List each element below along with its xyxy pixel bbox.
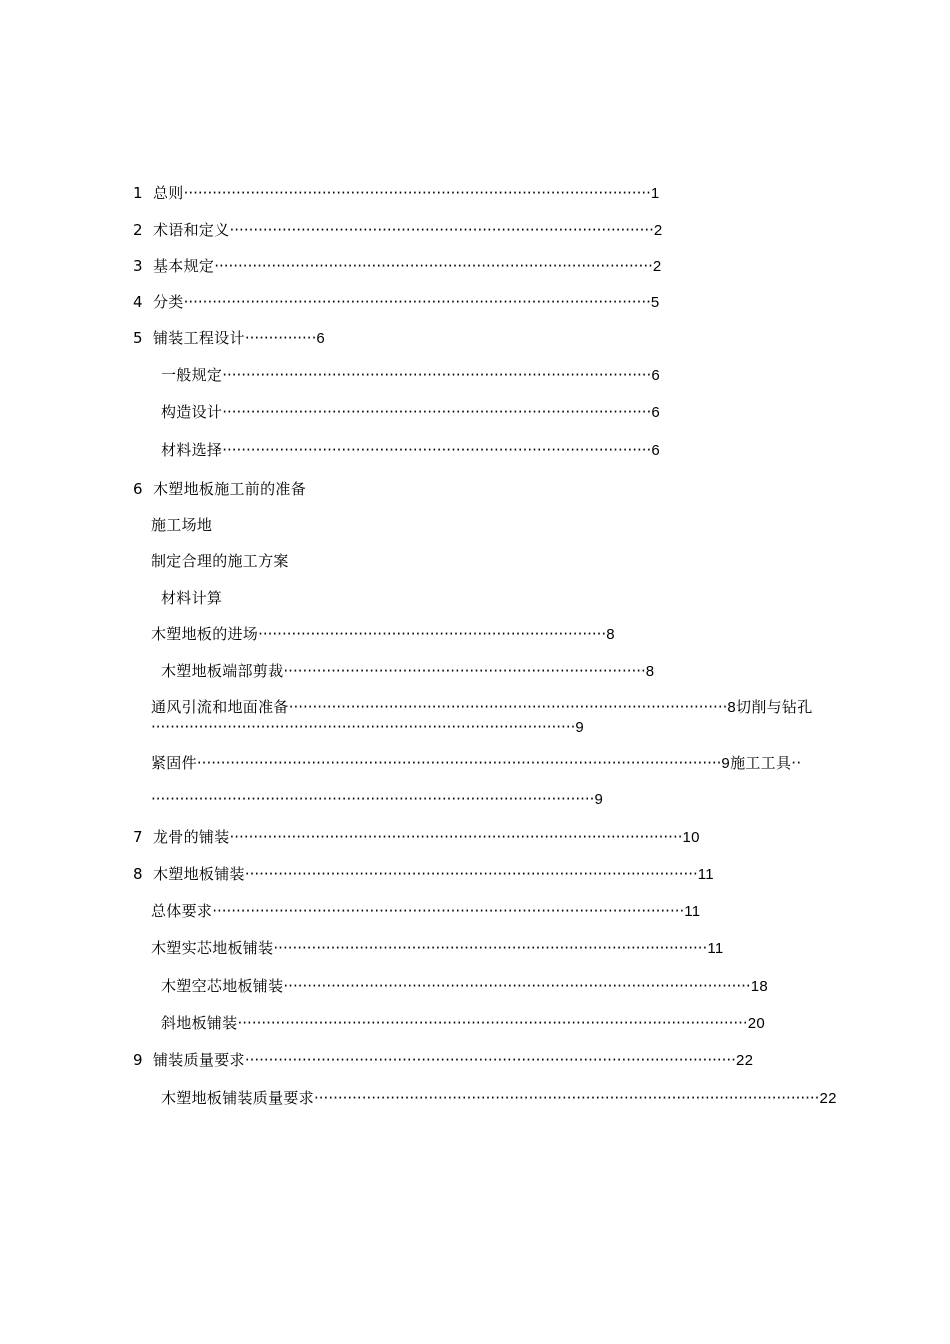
toc-page-number: 22 [819,1090,837,1107]
toc-entry [161,976,768,997]
toc-entry [133,183,660,204]
toc-entry [151,901,700,922]
toc-entry [151,789,603,810]
toc-entry [151,697,813,718]
toc-leader-dots: ·············································································································· [196,754,722,772]
toc-leader-dots: ···························································································· [214,257,653,275]
toc-entry-number: 2 [133,221,143,239]
toc-entry [133,1050,753,1071]
toc-entry-title: 铺装工程设计 [153,329,245,347]
toc-page-number: 6 [651,404,660,421]
toc-entry-title: 龙骨的铺装 [153,828,230,846]
toc-page-number: 11 [697,866,714,883]
toc-entry [133,220,663,241]
toc-leader-dots: ········································································· [258,625,607,643]
toc-entry-title: 通风引流和地面准备 [151,698,289,716]
toc-entry-title-continued: 施工工具·· [730,754,802,772]
toc-entry-title-continued: 切削与钻孔 [736,698,813,716]
toc-entry [151,515,212,535]
toc-entry [133,292,660,313]
toc-entry-title: 术语和定义 [153,221,230,239]
toc-entry [151,717,584,738]
toc-entry-title: 木塑地板施工前的准备 [153,480,307,498]
toc-entry [161,440,660,461]
toc-leader-dots: ············································································ [283,662,646,680]
toc-leader-dots: ··········································································································· [237,1014,748,1032]
toc-page-number: 6 [651,367,660,384]
toc-page-number: 9 [594,791,604,808]
toc-entry-title: 材料选择 [161,441,223,459]
toc-entry [151,624,615,645]
toc-page-number: 6 [651,442,660,459]
toc-leader-dots: ·································································································· [183,293,651,311]
toc-entry-title: 木塑空芯地板铺装 [161,977,284,995]
toc-entry-number: 3 [133,257,143,275]
toc-entry [151,551,289,571]
toc-leader-dots: ···························································································· [288,698,728,716]
toc-entry-title: 总则 [153,184,184,202]
toc-leader-dots: ··································································································· [212,902,685,920]
toc-entry-title: 分类 [153,293,184,311]
toc-entry-title: 总体要求 [151,902,213,920]
toc-leader-dots: ······································································································· [244,1051,736,1069]
toc-entry-title: 木塑地板铺装 [153,865,245,883]
toc-entry-title: 施工场地 [151,516,213,534]
toc-entry-number: 9 [133,1051,143,1069]
toc-page-number: 8 [727,699,737,716]
toc-entry [161,402,660,423]
toc-page-number: 1 [650,185,660,202]
toc-entry-title: 构造设计 [161,403,223,421]
toc-page-number: 9 [575,719,585,736]
toc-entry-title: 制定合理的施工方案 [151,552,289,570]
toc-entry [133,864,714,885]
toc-entry [133,827,700,848]
toc-entry-title: 紧固件 [151,754,197,772]
toc-leader-dots: ·································································································· [283,977,751,995]
toc-entry-title: 木塑地板的进场 [151,625,259,643]
toc-entry-title: 木塑实芯地板铺装 [151,939,274,957]
toc-entry-title: 一般规定 [161,366,223,384]
toc-entry-title: 木塑地板铺装质量要求 [161,1089,315,1107]
toc-page-number: 20 [747,1015,765,1032]
toc-entry [161,1088,837,1109]
toc-entry-title: 斜地板铺装 [161,1014,238,1032]
toc-entry [161,661,654,682]
toc-leader-dots: ·································································································· [183,184,651,202]
toc-leader-dots: ························································································· [229,221,654,239]
toc-entry [133,328,325,349]
toc-leader-dots: ····························································································· [151,790,595,808]
toc-page-number: 9 [721,755,731,772]
toc-leader-dots: ·························································································· [222,403,652,421]
toc-entry [151,753,801,774]
toc-leader-dots: ·········································································································· [314,1089,820,1107]
toc-leader-dots: ··························································································· [273,939,708,957]
toc-entry-number: 8 [133,865,143,883]
toc-page-number: 6 [316,330,325,347]
toc-entry [161,365,660,386]
toc-leader-dots: ························································································· [151,718,576,736]
toc-entry-title: 基本规定 [153,257,215,275]
toc-page-number: 2 [653,222,663,239]
toc-entry-number: 4 [133,293,143,311]
toc-entry-title: 材料计算 [161,589,223,607]
toc-entry-title: 铺装质量要求 [153,1051,245,1069]
toc-entry-number: 7 [133,828,143,846]
toc-page-number: 8 [645,663,655,680]
toc-entry [133,256,662,277]
toc-entry [133,479,306,499]
toc-page-number: 18 [750,978,768,995]
toc-page-number: 8 [606,626,615,643]
toc-leader-dots: ·························································································· [222,366,652,384]
toc-page-number: 2 [652,258,662,275]
toc-leader-dots: ······························································································· [229,828,683,846]
toc-entry [151,938,723,959]
toc-entry-title: 木塑地板端部剪裁 [161,662,284,680]
toc-leader-dots: ·························································································· [222,441,652,459]
toc-page-number: 11 [684,903,701,920]
toc-page-number: 5 [650,294,660,311]
toc-entry [161,1013,765,1034]
toc-page-number: 22 [735,1052,754,1069]
toc-page-number: 10 [682,829,700,846]
toc-entry [161,588,222,608]
toc-leader-dots: ··············· [244,329,317,347]
toc-entry-number: 6 [133,480,143,498]
toc-entry-number: 5 [133,329,143,347]
toc-page-number: 11 [707,940,724,957]
toc-entry-number: 1 [133,184,143,202]
toc-leader-dots: ······························································································· [244,865,698,883]
